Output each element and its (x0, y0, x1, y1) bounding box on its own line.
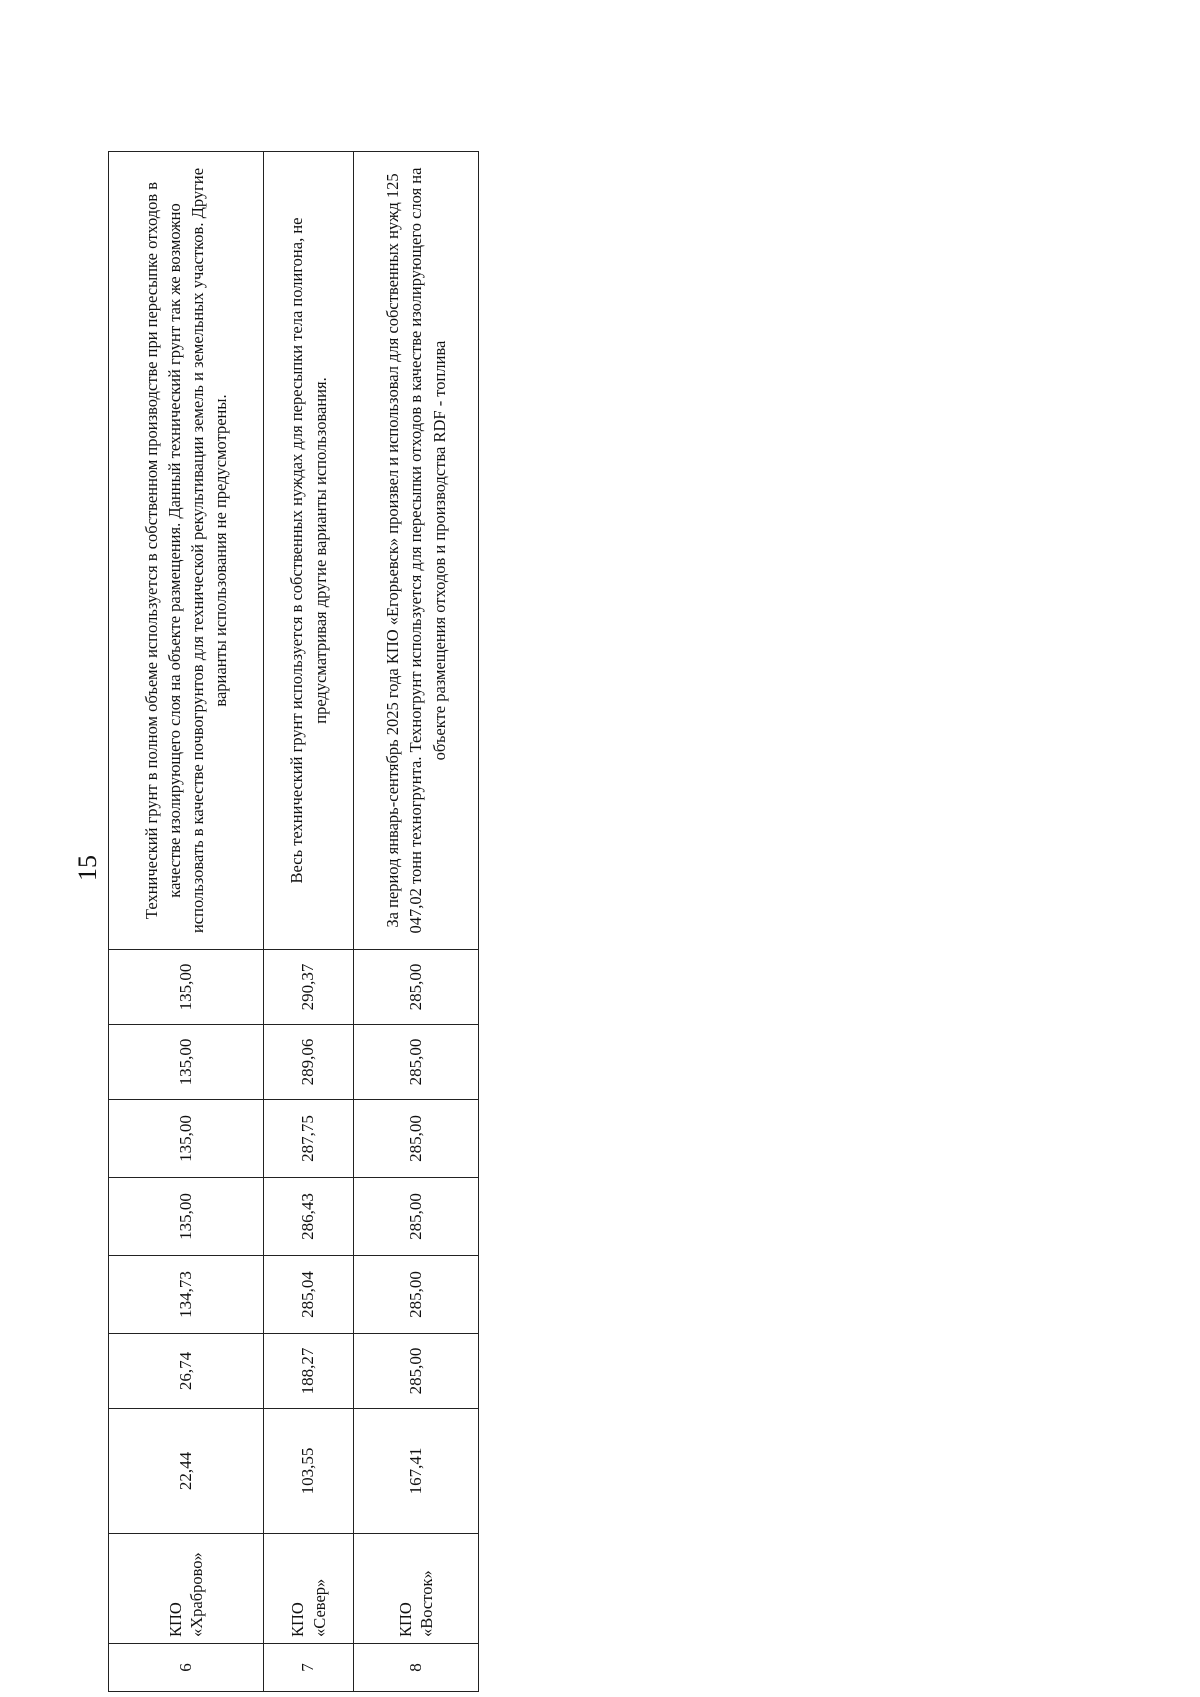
value-cell: 188,27 (264, 1334, 354, 1409)
note-cell: Весь технический грунт используется в собственных нуждах для пересыпки тела полигона, не предусматривая другие варианты использования. (264, 152, 354, 950)
note-cell: Технический грунт в полном объеме используется в собственном производстве при пересыпке отходов в качестве изолирующего слоя на объекте размещения. Данный технический грунт так же возможно использовать в качестве почвогрунтов для технической рекультивации земель и земельных участков. Другие варианты использования не предусмотрены. (109, 152, 264, 950)
note-cell: За период январь-сентябрь 2025 года КПО «Егорьевск» произвел и использовал для собственных нужд 125 047,02 тонн техногрунта. Техногрунт используется для пересыпки отходов в качестве изолирующего слоя на объекте размещения отходов и производства RDF - топлива (354, 152, 479, 950)
value-cell: 135,00 (109, 950, 264, 1025)
data-table-rotated (108, 152, 478, 1692)
value-cell: 285,00 (354, 1025, 479, 1100)
value-cell: 285,00 (354, 950, 479, 1025)
value-cell: 290,37 (264, 950, 354, 1025)
value-cell: 134,73 (109, 1256, 264, 1334)
value-cell: 287,75 (264, 1100, 354, 1178)
value-cell: 26,74 (109, 1334, 264, 1409)
value-cell: 285,00 (354, 1256, 479, 1334)
data-table (108, 151, 479, 1692)
table-row (354, 152, 479, 1692)
value-cell: 135,00 (109, 1178, 264, 1256)
value-cell: 167,41 (354, 1409, 479, 1534)
table-row (109, 152, 264, 1692)
value-cell: 285,00 (354, 1100, 479, 1178)
value-cell: 286,43 (264, 1178, 354, 1256)
value-cell: 103,55 (264, 1409, 354, 1534)
page-number: 15 (73, 855, 102, 881)
value-cell: 285,00 (354, 1178, 479, 1256)
object-name: КПО «Восток» (354, 1534, 479, 1644)
value-cell: 135,00 (109, 1100, 264, 1178)
value-cell: 135,00 (109, 1025, 264, 1100)
row-number: 6 (109, 1644, 264, 1692)
row-number: 8 (354, 1644, 479, 1692)
value-cell: 289,06 (264, 1025, 354, 1100)
row-number: 7 (264, 1644, 354, 1692)
value-cell: 285,04 (264, 1256, 354, 1334)
object-name: КПО «Храброво» (109, 1534, 264, 1644)
value-cell: 285,00 (354, 1334, 479, 1409)
object-name: КПО «Север» (264, 1534, 354, 1644)
value-cell: 22,44 (109, 1409, 264, 1534)
table-row (264, 152, 354, 1692)
